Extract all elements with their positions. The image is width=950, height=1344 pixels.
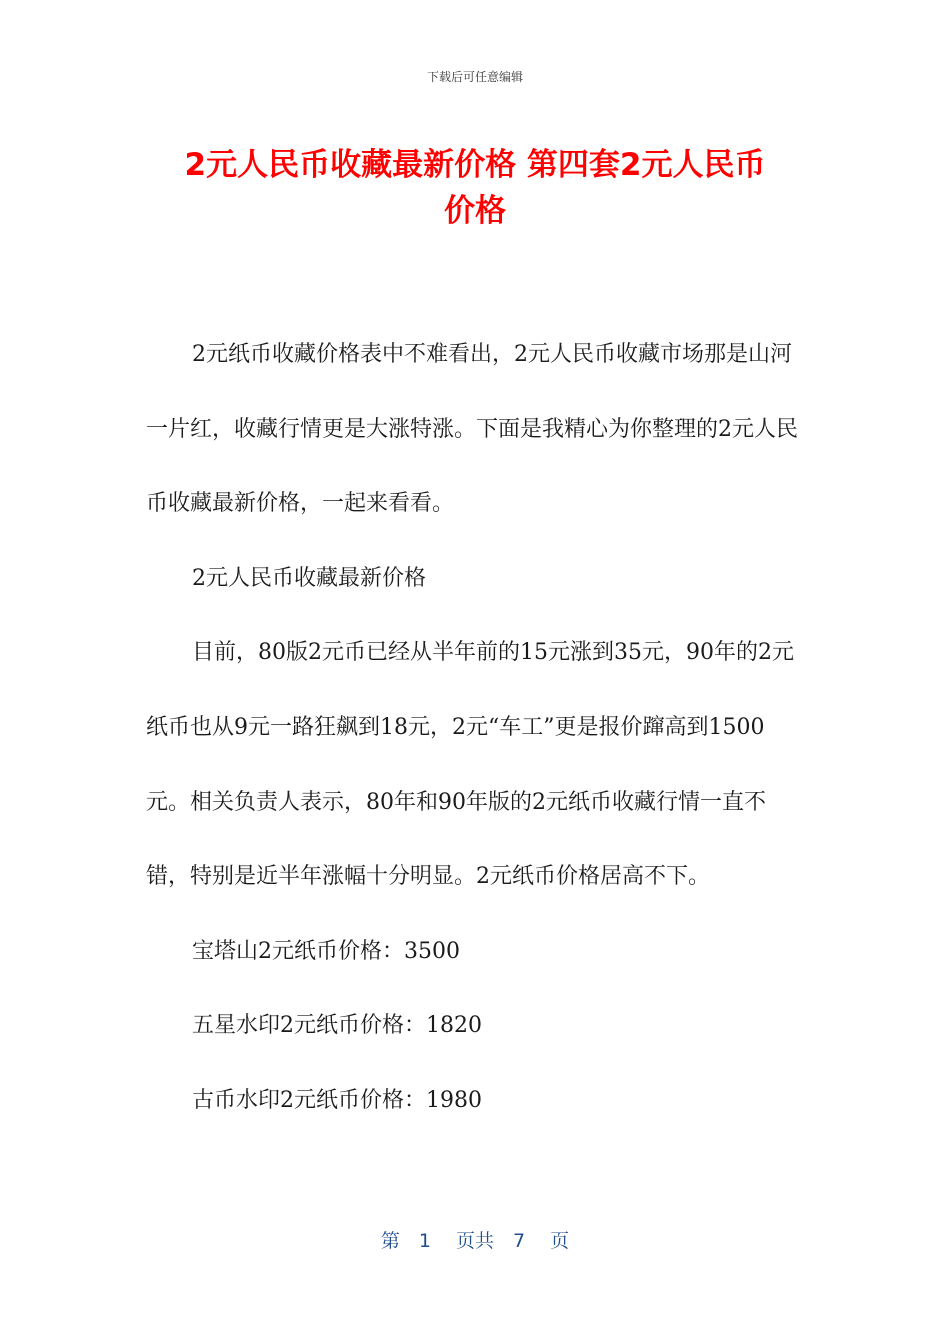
page-footer: 第 1 页共 7 页 bbox=[380, 1230, 570, 1252]
document-title-line-2: 价格 bbox=[444, 193, 506, 229]
market-paragraph: 目前，80版2元币已经从半年前的15元涨到35元，90年的2元纸币也从9元一路狂飙到18元，2元“车工”更是报价蹿高到1500元。相关负责人表示，80年和90年版的2元纸币收藏行情一直不错，特别是近半年涨幅十分明显。2元纸币价格居高不下。 bbox=[146, 640, 794, 890]
document-title-line-1: 2元人民币收藏最新价格 第四套2元人民币 bbox=[184, 147, 766, 183]
price-item-wuxing: 五星水印2元纸币价格：1820 bbox=[192, 1013, 482, 1039]
document-body bbox=[146, 318, 806, 1139]
document-title bbox=[120, 142, 830, 234]
section-heading: 2元人民币收藏最新价格 bbox=[192, 565, 426, 591]
price-item-baotashan: 宝塔山2元纸币价格：3500 bbox=[192, 938, 460, 964]
price-item-gubi: 古币水印2元纸币价格：1980 bbox=[192, 1087, 482, 1113]
intro-paragraph: 2元纸币收藏价格表中不难看出，2元人民币收藏市场那是山河一片红，收藏行情更是大涨特涨。下面是我精心为你整理的2元人民币收藏最新价格，一起来看看。 bbox=[146, 342, 798, 517]
page-header-note: 下载后可任意编辑 bbox=[426, 70, 523, 84]
